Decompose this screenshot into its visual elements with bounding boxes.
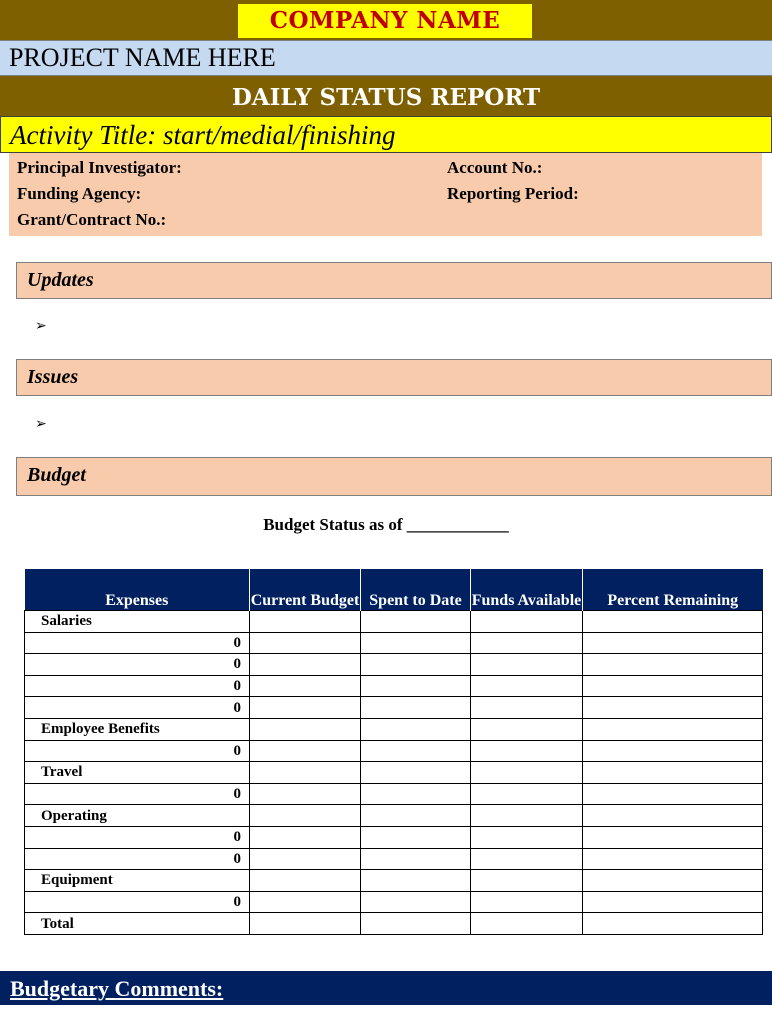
budget-cell[interactable] [583,675,763,697]
budget-cell[interactable] [583,891,763,913]
spent-to-date-header: Spent to Date [361,569,471,611]
expense-value-cell[interactable]: 0 [25,654,250,676]
budget-cell[interactable] [471,826,583,848]
budget-cell[interactable] [361,870,471,892]
budget-cell[interactable] [471,632,583,654]
expense-cell[interactable]: Employee Benefits [25,718,250,740]
budget-cell[interactable] [471,913,583,935]
percent-remaining-header: Percent Remaining [583,569,763,611]
updates-heading: Updates [16,262,772,299]
budget-heading: Budget [16,457,772,496]
budget-cell[interactable] [250,611,361,633]
budget-cell[interactable] [583,654,763,676]
budget-cell[interactable] [471,654,583,676]
budget-cell[interactable] [583,848,763,870]
budget-cell[interactable] [250,848,361,870]
expense-value-cell[interactable]: 0 [25,826,250,848]
grant-contract-label: Grant/Contract No.: [17,210,167,229]
table-row [25,762,763,784]
expense-cell[interactable]: Salaries [25,611,250,633]
budget-cell[interactable] [250,740,361,762]
budget-cell[interactable] [583,870,763,892]
company-bar [0,0,772,40]
principal-investigator-label: Principal Investigator: [17,158,182,177]
table-row [25,740,763,762]
budget-header-row [25,569,763,611]
expense-value-cell[interactable]: 0 [25,891,250,913]
budget-status-line: Budget Status as of ____________ [263,515,509,534]
budget-cell[interactable] [250,697,361,719]
budget-cell[interactable] [471,891,583,913]
funding-agency-label: Funding Agency: [17,184,142,203]
budget-cell[interactable] [250,870,361,892]
table-row [25,675,763,697]
company-name: COMPANY NAME [238,4,532,38]
expense-cell[interactable]: Operating [25,805,250,827]
budget-cell[interactable] [250,783,361,805]
budget-cell[interactable] [583,718,763,740]
budget-cell[interactable] [471,611,583,633]
budget-cell[interactable] [583,805,763,827]
budget-cell[interactable] [361,697,471,719]
expense-cell[interactable]: Equipment [25,870,250,892]
funds-available-header: Funds Available [471,569,583,611]
budget-cell[interactable] [361,826,471,848]
table-row [25,805,763,827]
updates-bullet: ➢ [35,319,47,334]
budget-cell[interactable] [250,762,361,784]
budget-cell[interactable] [250,718,361,740]
expenses-header: Expenses [25,569,250,611]
budget-cell[interactable] [583,913,763,935]
budget-cell[interactable] [250,913,361,935]
expense-value-cell[interactable]: 0 [25,675,250,697]
budgetary-comments-heading [0,971,772,1005]
budget-cell[interactable] [471,805,583,827]
table-row [25,913,763,935]
budget-cell[interactable] [471,740,583,762]
budget-cell[interactable] [471,675,583,697]
budget-cell[interactable] [471,697,583,719]
budget-cell[interactable] [250,891,361,913]
budget-cell[interactable] [361,675,471,697]
budget-cell[interactable] [361,913,471,935]
budget-cell[interactable] [250,654,361,676]
budget-cell[interactable] [250,632,361,654]
expense-value-cell[interactable]: 0 [25,740,250,762]
table-row [25,632,763,654]
budget-cell[interactable] [361,611,471,633]
budget-cell[interactable] [361,783,471,805]
issues-bullet: ➢ [35,417,47,432]
budget-cell[interactable] [583,632,763,654]
issues-heading: Issues [16,359,772,396]
reporting-period-label: Reporting Period: [447,184,579,203]
table-row [25,826,763,848]
expense-cell[interactable]: Travel [25,762,250,784]
budget-cell[interactable] [471,848,583,870]
table-row [25,718,763,740]
current-budget-header: Current Budget [250,569,361,611]
budget-cell[interactable] [583,762,763,784]
budget-cell[interactable] [361,805,471,827]
project-name: PROJECT NAME HERE [0,40,772,76]
budget-cell[interactable] [471,718,583,740]
budget-cell[interactable] [583,783,763,805]
expense-value-cell[interactable]: 0 [25,783,250,805]
expense-value-cell[interactable]: 0 [25,632,250,654]
budget-cell[interactable] [361,848,471,870]
activity-title: Activity Title: start/medial/finishing [0,116,772,153]
budget-cell[interactable] [250,805,361,827]
table-row [25,697,763,719]
budget-cell[interactable] [471,762,583,784]
budget-cell[interactable] [583,740,763,762]
budget-cell[interactable] [361,740,471,762]
expense-cell[interactable]: Total [25,913,250,935]
budget-cell[interactable] [583,611,763,633]
table-row [25,891,763,913]
table-row [25,870,763,892]
table-row [25,848,763,870]
expense-value-cell[interactable]: 0 [25,697,250,719]
budget-cell[interactable] [583,697,763,719]
table-row [25,611,763,633]
budget-cell[interactable] [583,826,763,848]
budget-cell[interactable] [471,783,583,805]
budget-cell[interactable] [361,632,471,654]
table-row [25,654,763,676]
account-no-label: Account No.: [447,158,543,177]
budget-cell[interactable] [361,654,471,676]
budget-cell[interactable] [250,826,361,848]
budgetary-comments-label: Budgetary Comments: [10,976,224,1001]
budget-cell[interactable] [361,762,471,784]
budget-cell[interactable] [361,891,471,913]
report-title: DAILY STATUS REPORT [0,76,772,116]
budget-cell[interactable] [250,675,361,697]
expense-value-cell[interactable]: 0 [25,848,250,870]
budget-cell[interactable] [471,870,583,892]
budget-cell[interactable] [361,718,471,740]
table-row [25,783,763,805]
project-info-block [9,153,762,236]
budget-table [24,569,763,935]
